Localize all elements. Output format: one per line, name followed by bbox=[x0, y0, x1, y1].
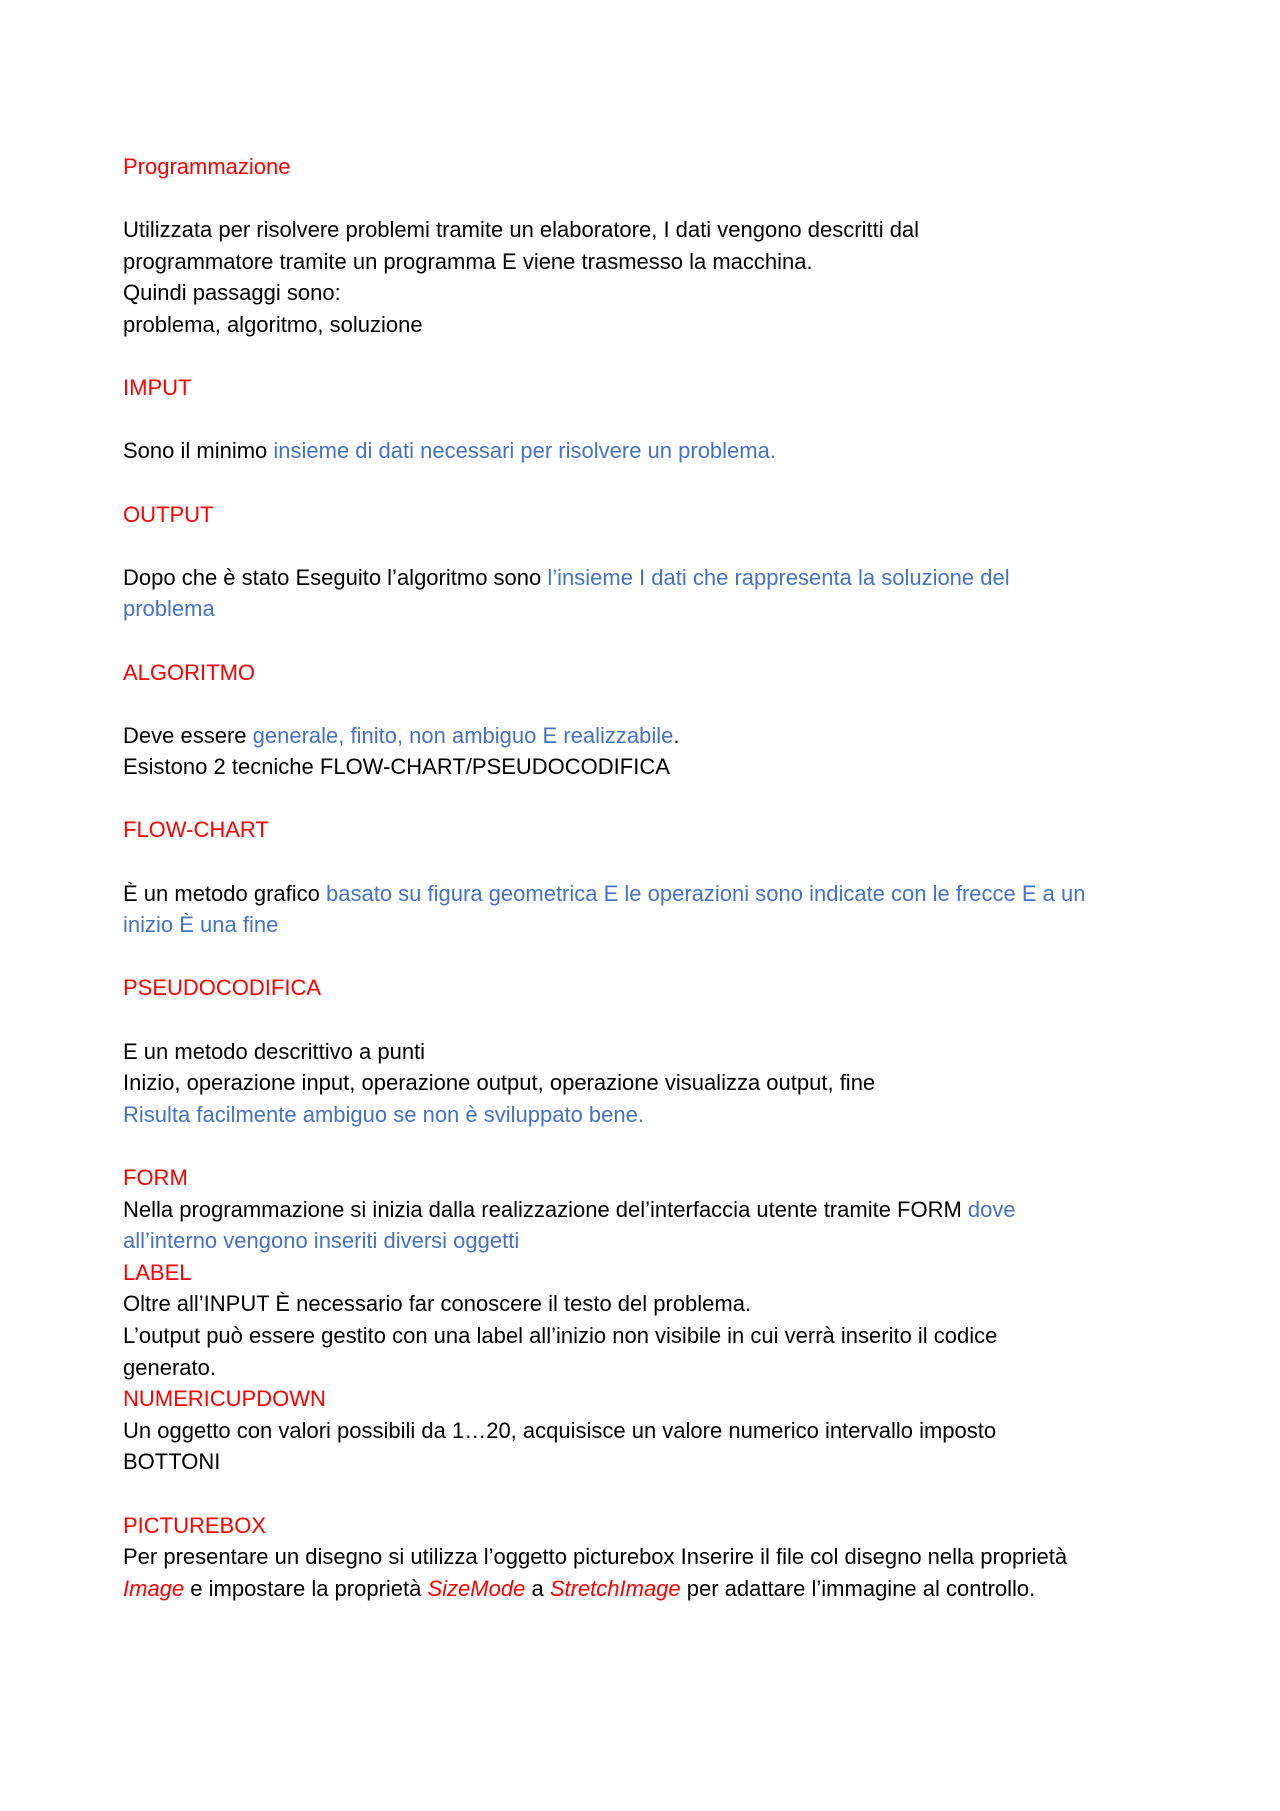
spacer bbox=[123, 783, 1173, 815]
spacer bbox=[123, 341, 1173, 373]
spacer bbox=[123, 1130, 1173, 1162]
spacer bbox=[123, 467, 1173, 499]
spacer bbox=[123, 404, 1173, 436]
programmazione-line-2: programmatore tramite un programma E viene trasmesso la macchina. bbox=[123, 248, 813, 274]
algoritmo-text-highlight: generale, finito, non ambiguo E realizzabile bbox=[252, 722, 674, 748]
form-text-highlight-2: all’interno vengono inseriti diversi oggetti bbox=[123, 1228, 520, 1254]
spacer bbox=[123, 846, 1173, 878]
spacer bbox=[123, 1004, 1173, 1036]
heading-imput: IMPUT bbox=[123, 375, 192, 401]
pseudocodifica-line-2: Inizio, operazione input, operazione output, operazione visualizza output, fine bbox=[123, 1070, 876, 1096]
output-text-highlight-1: l’insieme I dati che rappresenta la soluzione del bbox=[547, 564, 1010, 590]
programmazione-line-4: problema, algoritmo, soluzione bbox=[123, 311, 423, 337]
algoritmo-text-plain: Deve essere bbox=[123, 722, 253, 748]
heading-programmazione: Programmazione bbox=[123, 154, 291, 179]
flowchart-text-plain: È un metodo grafico bbox=[123, 880, 327, 906]
heading-form: FORM bbox=[123, 1165, 188, 1190]
spacer bbox=[123, 625, 1173, 657]
picturebox-text-c: per adattare l’immagine al controllo. bbox=[680, 1575, 1036, 1601]
form-line-1 bbox=[123, 1194, 1173, 1226]
document-page bbox=[123, 151, 1173, 1604]
numericupdown-line-2: BOTTONI bbox=[123, 1449, 221, 1475]
flowchart-text-highlight-2: inizio È una fine bbox=[123, 912, 279, 938]
flowchart-line-1 bbox=[123, 878, 1173, 910]
spacer bbox=[123, 688, 1173, 720]
spacer bbox=[123, 1478, 1173, 1510]
form-text-highlight-1: dove bbox=[967, 1196, 1016, 1222]
algoritmo-line-1 bbox=[123, 720, 1173, 752]
spacer bbox=[123, 183, 1173, 215]
term-image: Image bbox=[123, 1575, 185, 1601]
picturebox-line-2 bbox=[123, 1573, 1173, 1605]
flowchart-text-highlight-1: basato su figura geometrica E le operazioni sono indicate con le frecce E a un bbox=[326, 880, 1086, 906]
numericupdown-line-1: Un oggetto con valori possibili da 1…20, acquisisce un valore numerico intervallo imposto bbox=[123, 1417, 997, 1443]
imput-text bbox=[123, 435, 1173, 467]
form-text-plain: Nella programmazione si inizia dalla realizzazione del’interfaccia utente tramite FORM bbox=[123, 1196, 968, 1222]
heading-flowchart: FLOW-CHART bbox=[123, 817, 269, 843]
spacer bbox=[123, 530, 1173, 562]
output-text-highlight-2: problema bbox=[123, 596, 215, 622]
heading-numericupdown: NUMERICUPDOWN bbox=[123, 1386, 326, 1412]
term-sizemode: SizeMode bbox=[427, 1575, 526, 1601]
algoritmo-text-end: . bbox=[673, 722, 680, 748]
picturebox-text-a: e impostare la proprietà bbox=[184, 1575, 428, 1601]
pseudocodifica-line-1: E un metodo descrittivo a punti bbox=[123, 1038, 426, 1064]
pseudocodifica-line-3: Risulta facilmente ambiguo se non è sviluppato bene. bbox=[123, 1101, 644, 1127]
output-text-line-1 bbox=[123, 562, 1173, 594]
heading-output: OUTPUT bbox=[123, 501, 214, 527]
label-line-3: generato. bbox=[123, 1354, 216, 1380]
output-text-plain: Dopo che è stato Eseguito l’algoritmo sono bbox=[123, 564, 548, 590]
term-stretchimage: StretchImage bbox=[549, 1575, 681, 1601]
heading-algoritmo: ALGORITMO bbox=[123, 659, 256, 685]
heading-label: LABEL bbox=[123, 1259, 192, 1285]
imput-text-highlight: insieme di dati necessari per risolvere un problema. bbox=[273, 438, 776, 464]
spacer bbox=[123, 941, 1173, 973]
label-line-1: Oltre all’INPUT È necessario far conoscere il testo del problema. bbox=[123, 1291, 752, 1317]
label-line-2: L’output può essere gestito con una label all’inizio non visibile in cui verrà inserito il codice bbox=[123, 1322, 998, 1348]
picturebox-line-1: Per presentare un disegno si utilizza l’oggetto picturebox Inserire il file col disegno nella proprietà bbox=[123, 1544, 1068, 1570]
picturebox-text-b: a bbox=[525, 1575, 550, 1601]
heading-pseudocodifica: PSEUDOCODIFICA bbox=[123, 975, 322, 1001]
heading-picturebox: PICTUREBOX bbox=[123, 1512, 267, 1538]
algoritmo-line-2: Esistono 2 tecniche FLOW-CHART/PSEUDOCODIFICA bbox=[123, 754, 670, 780]
programmazione-line-1: Utilizzata per risolvere problemi tramite un elaboratore, I dati vengono descritti dal bbox=[123, 217, 920, 243]
imput-text-plain: Sono il minimo bbox=[123, 438, 274, 464]
programmazione-line-3: Quindi passaggi sono: bbox=[123, 280, 341, 306]
